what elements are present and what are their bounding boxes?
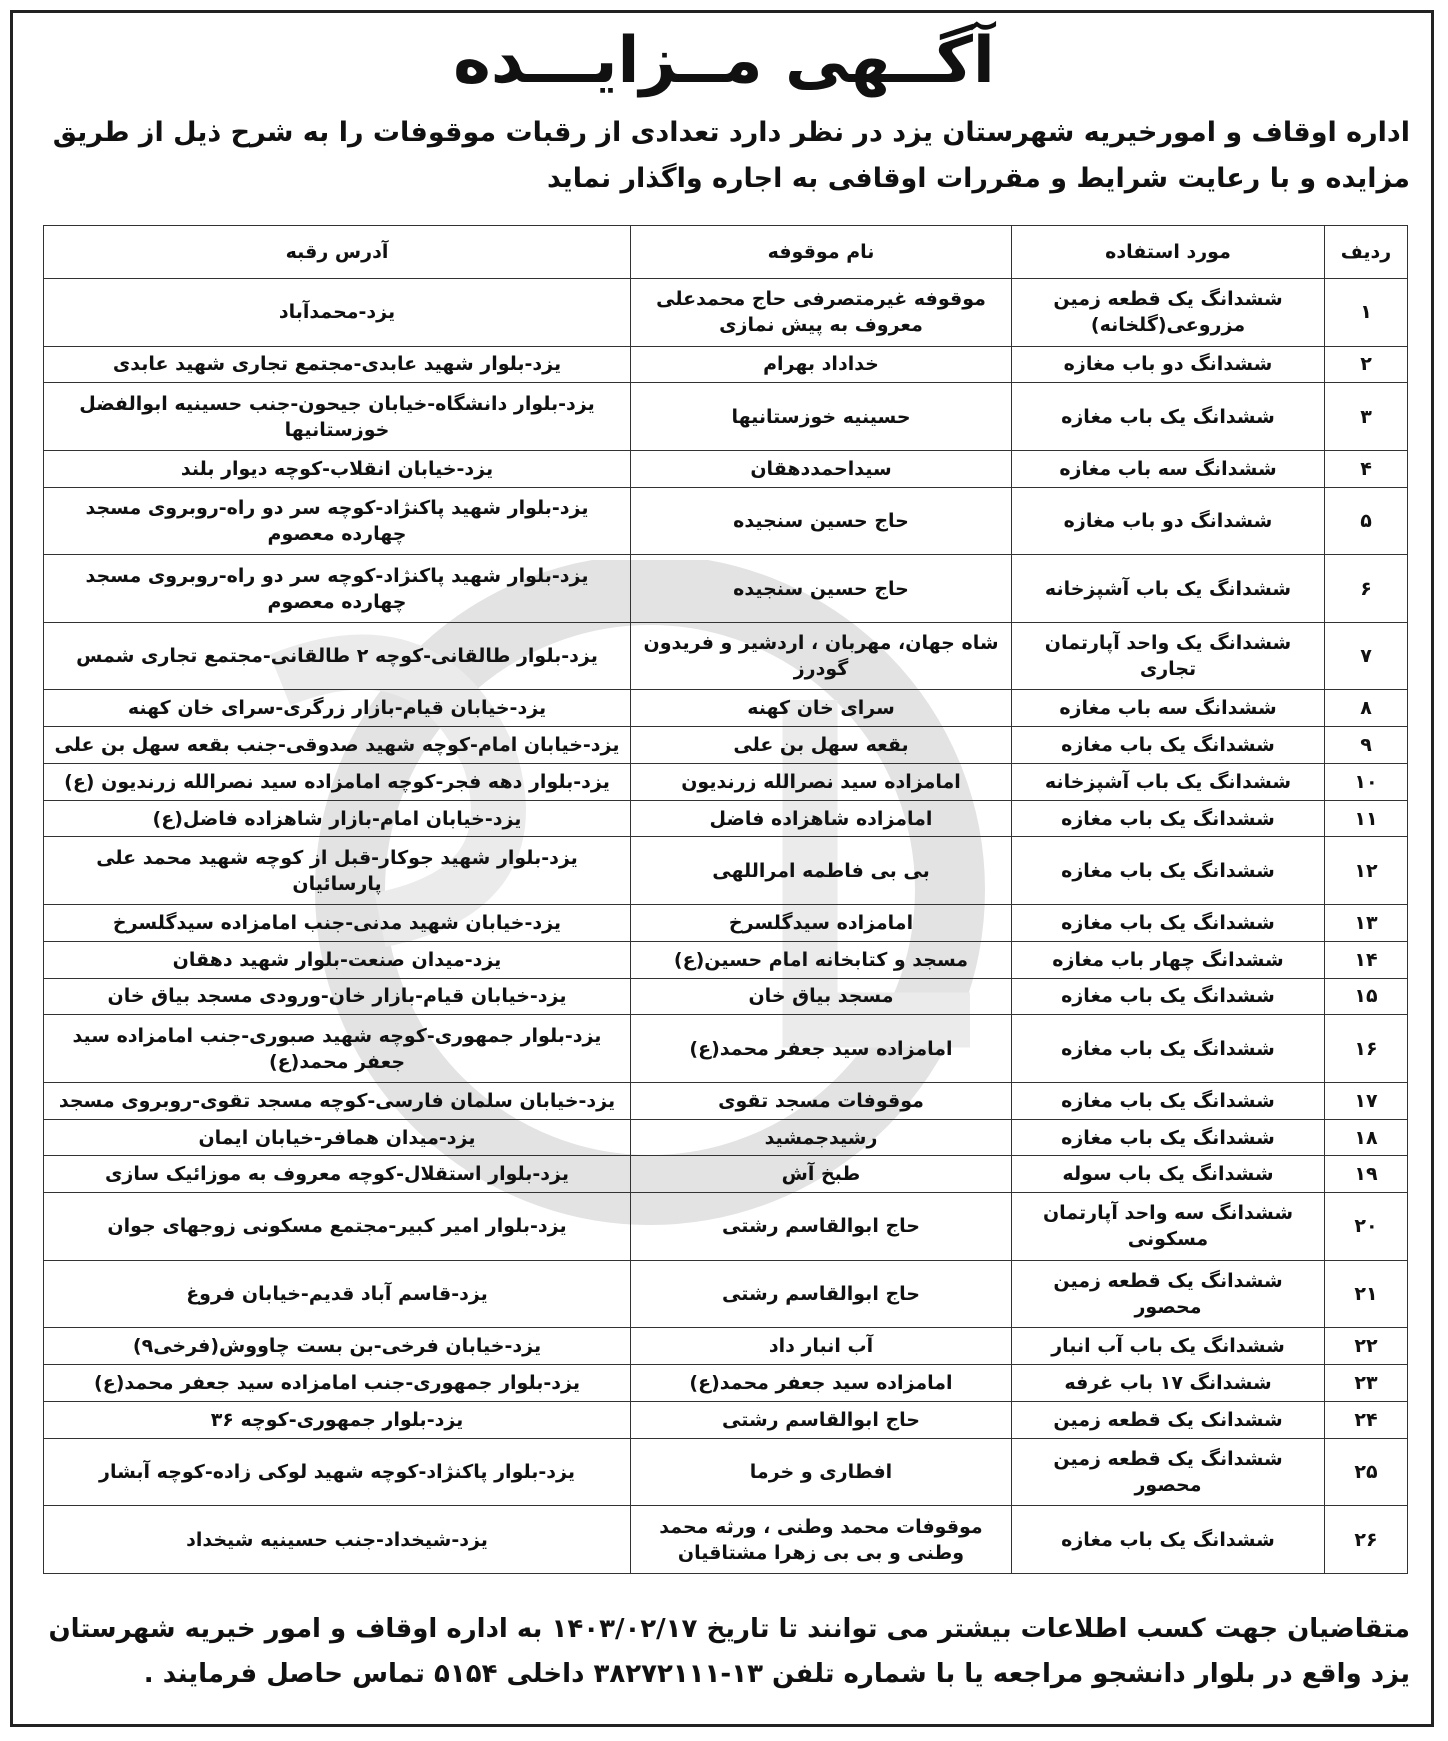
cell-usage: ششدانگ یک باب مغازه — [1012, 837, 1325, 905]
cell-endowment-name: امامزاده سید جعفر محمد(ع) — [631, 1015, 1012, 1083]
cell-usage: ششدانگ یک باب سوله — [1012, 1156, 1325, 1193]
cell-endowment-name: موقوفه غیرمتصرفی حاج محمدعلی معروف به پیش نمازی — [631, 279, 1012, 347]
cell-usage: ششدانگ سه باب مغازه — [1012, 690, 1325, 727]
cell-row-number: ۱۸ — [1325, 1119, 1408, 1156]
cell-usage: ششدانگ یک باب آب انبار — [1012, 1328, 1325, 1365]
cell-endowment-name: حاج ابوالقاسم رشتی — [631, 1193, 1012, 1261]
cell-usage: ششدانگ یک باب مغازه — [1012, 1506, 1325, 1574]
cell-endowment-name: بقعه سهل بن علی — [631, 727, 1012, 764]
header-endowment-name: نام موقوفه — [631, 226, 1012, 279]
table-row — [44, 905, 1408, 942]
cell-address: یزد-میدان صنعت-بلوار شهید دهقان — [44, 941, 631, 978]
cell-address: یزد-خیابان امام-بازار شاهزاده فاضل(ع) — [44, 800, 631, 837]
cell-row-number: ۱۲ — [1325, 837, 1408, 905]
cell-address: یزد-خیابان انقلاب-کوچه دیوار بلند — [44, 450, 631, 487]
cell-row-number: ۶ — [1325, 555, 1408, 623]
cell-usage: ششدانگ یک باب مغازه — [1012, 1119, 1325, 1156]
cell-usage: ششدانگ چهار باب مغازه — [1012, 941, 1325, 978]
cell-usage: ششدانگ یک باب مغازه — [1012, 905, 1325, 942]
cell-endowment-name: مسجد بیاق خان — [631, 978, 1012, 1015]
cell-address: یزد-بلوار استقلال-کوچه معروف به موزائیک سازی — [44, 1156, 631, 1193]
table-row — [44, 727, 1408, 764]
table-body — [44, 279, 1408, 1574]
cell-endowment-name: شاه جهان، مهربان ، اردشیر و فریدون گودرز — [631, 622, 1012, 690]
cell-address: یزد-خیابان امام-کوچه شهید صدوقی-جنب بقعه سهل بن علی — [44, 727, 631, 764]
cell-row-number: ۹ — [1325, 727, 1408, 764]
cell-endowment-name: طبخ آش — [631, 1156, 1012, 1193]
table-row — [44, 1506, 1408, 1574]
cell-usage: ششدانگ یک باب مغازه — [1012, 727, 1325, 764]
cell-row-number: ۱۶ — [1325, 1015, 1408, 1083]
table-row — [44, 1156, 1408, 1193]
table-row — [44, 1082, 1408, 1119]
table-row — [44, 1015, 1408, 1083]
table-row — [44, 1119, 1408, 1156]
cell-row-number: ۱۳ — [1325, 905, 1408, 942]
cell-row-number: ۲۱ — [1325, 1260, 1408, 1328]
cell-usage: ششدانگ یک واحد آپارتمان تجاری — [1012, 622, 1325, 690]
cell-address: یزد-بلوار دانشگاه-خیابان جیحون-جنب حسینیه ابوالفضل خوزستانیها — [44, 383, 631, 451]
cell-usage: ششدانگ سه باب مغازه — [1012, 450, 1325, 487]
cell-row-number: ۲۳ — [1325, 1365, 1408, 1402]
cell-address: یزد-بلوار جمهوری-کوچه شهید صبوری-جنب امامزاده سید جعفر محمد(ع) — [44, 1015, 631, 1083]
table-row — [44, 383, 1408, 451]
table-row — [44, 978, 1408, 1015]
cell-address: یزد-خیابان قیام-بازار خان-ورودی مسجد بیاق خان — [44, 978, 631, 1015]
cell-usage: ششدانگ یک قطعه زمین مزروعی(گلخانه) — [1012, 279, 1325, 347]
cell-row-number: ۱۹ — [1325, 1156, 1408, 1193]
cell-row-number: ۱۴ — [1325, 941, 1408, 978]
cell-address: یزد-بلوار شهید پاکنژاد-کوچه سر دو راه-روبروی مسجد چهارده معصوم — [44, 555, 631, 623]
cell-row-number: ۲۵ — [1325, 1438, 1408, 1506]
table-row — [44, 1365, 1408, 1402]
table-row — [44, 1328, 1408, 1365]
table-row — [44, 763, 1408, 800]
cell-usage: ششدانگ یک باب مغازه — [1012, 1015, 1325, 1083]
cell-endowment-name: حاج حسین سنجیده — [631, 555, 1012, 623]
table-row — [44, 1438, 1408, 1506]
cell-endowment-name: بی بی فاطمه امراللهی — [631, 837, 1012, 905]
cell-usage: ششدانک یک قطعه زمین — [1012, 1401, 1325, 1438]
cell-usage: ششدانگ دو باب مغازه — [1012, 346, 1325, 383]
cell-row-number: ۱ — [1325, 279, 1408, 347]
cell-row-number: ۲۰ — [1325, 1193, 1408, 1261]
cell-row-number: ۵ — [1325, 487, 1408, 555]
table-row — [44, 1260, 1408, 1328]
footer-note: متقاضیان جهت کسب اطلاعات بیشتر می توانند تا تاریخ ۱۴۰۳/۰۲/۱۷ به اداره اوقاف و امور خیریه شهرستان یزد واقع در بلوار دانشجو مراجعه یا با شماره تلفن ۱۳-۳۸۲۷۲۱۱۱ داخلی ۵۱۵۴ تماس حاصل فرمایند . — [48, 1614, 1410, 1689]
cell-address: یزد-محمدآباد — [44, 279, 631, 347]
cell-usage: ششدانگ سه واحد آپارتمان مسکونی — [1012, 1193, 1325, 1261]
cell-address: یزد-بلوار شهید پاکنژاد-کوچه سر دو راه-روبروی مسجد چهارده معصوم — [44, 487, 631, 555]
cell-usage: ششدانگ یک باب آشپزخانه — [1012, 763, 1325, 800]
cell-address: یزد-خیابان شهید مدنی-جنب امامزاده سیدگلسرخ — [44, 905, 631, 942]
header-address: آدرس رقبه — [44, 226, 631, 279]
table-row — [44, 346, 1408, 383]
cell-address: یزد-بلوار شهید جوکار-قبل از کوچه شهید محمد علی پارسائیان — [44, 837, 631, 905]
table-row — [44, 487, 1408, 555]
cell-address: یزد-بلوار امیر کبیر-مجتمع مسکونی زوجهای جوان — [44, 1193, 631, 1261]
table-row — [44, 837, 1408, 905]
cell-usage: ششدانگ یک باب آشپزخانه — [1012, 555, 1325, 623]
cell-row-number: ۷ — [1325, 622, 1408, 690]
cell-endowment-name: سیداحمددهقان — [631, 450, 1012, 487]
cell-endowment-name: امامزاده سید جعفر محمد(ع) — [631, 1365, 1012, 1402]
cell-usage: ششدانگ ۱۷ باب غرفه — [1012, 1365, 1325, 1402]
cell-endowment-name: سرای خان کهنه — [631, 690, 1012, 727]
cell-endowment-name: امامزاده سیدگلسرخ — [631, 905, 1012, 942]
table-row — [44, 800, 1408, 837]
cell-usage: ششدانگ یک باب مغازه — [1012, 1082, 1325, 1119]
header-usage: مورد استفاده — [1012, 226, 1325, 279]
cell-endowment-name: آب انبار داد — [631, 1328, 1012, 1365]
cell-usage: ششدانگ یک قطعه زمین محصور — [1012, 1260, 1325, 1328]
cell-row-number: ۲۲ — [1325, 1328, 1408, 1365]
cell-address: یزد-بلوار جمهوری-جنب امامزاده سید جعفر محمد(ع) — [44, 1365, 631, 1402]
cell-row-number: ۴ — [1325, 450, 1408, 487]
cell-endowment-name: مسجد و کتابخانه امام حسین(ع) — [631, 941, 1012, 978]
cell-address: یزد-بلوار دهه فجر-کوچه امامزاده سید نصرالله زرندیون (ع) — [44, 763, 631, 800]
cell-row-number: ۲۴ — [1325, 1401, 1408, 1438]
cell-row-number: ۸ — [1325, 690, 1408, 727]
cell-row-number: ۱۱ — [1325, 800, 1408, 837]
cell-row-number: ۱۵ — [1325, 978, 1408, 1015]
cell-row-number: ۲ — [1325, 346, 1408, 383]
cell-usage: ششدانگ یک باب مغازه — [1012, 978, 1325, 1015]
table-row — [44, 450, 1408, 487]
table-row — [44, 622, 1408, 690]
cell-address: یزد-بلوار پاکنژاد-کوچه شهید لوکی زاده-کوچه آبشار — [44, 1438, 631, 1506]
intro-paragraph: اداره اوقاف و امورخیریه شهرستان یزد در نظر دارد تعدادی از رقبات موقوفات را به شرح ذیل از طریق مزایده و با رعایت شرایط و مقررات اوقافی به اجاره واگذار نماید — [52, 117, 1410, 194]
table-row — [44, 279, 1408, 347]
table-row — [44, 555, 1408, 623]
cell-endowment-name: خداداد بهرام — [631, 346, 1012, 383]
cell-endowment-name: حسینیه خوزستانیها — [631, 383, 1012, 451]
cell-address: یزد-قاسم آباد قدیم-خیابان فروغ — [44, 1260, 631, 1328]
cell-address: یزد-شیخداد-جنب حسینیه شیخداد — [44, 1506, 631, 1574]
cell-usage: ششدانگ یک باب مغازه — [1012, 383, 1325, 451]
cell-row-number: ۳ — [1325, 383, 1408, 451]
page-title: آگــهی مــزایـــده — [453, 24, 995, 98]
table-row — [44, 690, 1408, 727]
cell-address: یزد-خیابان سلمان فارسی-کوچه مسجد تقوی-روبروی مسجد — [44, 1082, 631, 1119]
cell-address: یزد-میدان همافر-خیابان ایمان — [44, 1119, 631, 1156]
cell-usage: ششدانگ یک قطعه زمین محصور — [1012, 1438, 1325, 1506]
cell-endowment-name: رشیدجمشید — [631, 1119, 1012, 1156]
cell-address: یزد-بلوار شهید عابدی-مجتمع تجاری شهید عابدی — [44, 346, 631, 383]
cell-address: یزد-بلوار طالقانی-کوچه ۲ طالقانی-مجتمع تجاری شمس — [44, 622, 631, 690]
cell-usage: ششدانگ یک باب مغازه — [1012, 800, 1325, 837]
cell-row-number: ۱۷ — [1325, 1082, 1408, 1119]
table-header-row — [44, 226, 1408, 279]
cell-endowment-name: حاج ابوالقاسم رشتی — [631, 1260, 1012, 1328]
cell-address: یزد-بلوار جمهوری-کوچه ۳۶ — [44, 1401, 631, 1438]
cell-endowment-name: موقوفات محمد وطنی ، ورثه محمد وطنی و بی بی زهرا مشتاقیان — [631, 1506, 1012, 1574]
cell-endowment-name: امامزاده شاهزاده فاضل — [631, 800, 1012, 837]
cell-address: یزد-خیابان قیام-بازار زرگری-سرای خان کهنه — [44, 690, 631, 727]
header-row-number: ردیف — [1325, 226, 1408, 279]
cell-endowment-name: موقوفات مسجد تقوی — [631, 1082, 1012, 1119]
table-row — [44, 941, 1408, 978]
auction-table — [43, 225, 1408, 1574]
cell-address: یزد-خیابان فرخی-بن بست چاووش(فرخی۹) — [44, 1328, 631, 1365]
cell-usage: ششدانگ دو باب مغازه — [1012, 487, 1325, 555]
cell-endowment-name: حاج حسین سنجیده — [631, 487, 1012, 555]
cell-endowment-name: حاج ابوالقاسم رشتی — [631, 1401, 1012, 1438]
table-row — [44, 1401, 1408, 1438]
cell-endowment-name: افطاری و خرما — [631, 1438, 1012, 1506]
table-row — [44, 1193, 1408, 1261]
cell-row-number: ۱۰ — [1325, 763, 1408, 800]
cell-endowment-name: امامزاده سید نصرالله زرندیون — [631, 763, 1012, 800]
cell-row-number: ۲۶ — [1325, 1506, 1408, 1574]
